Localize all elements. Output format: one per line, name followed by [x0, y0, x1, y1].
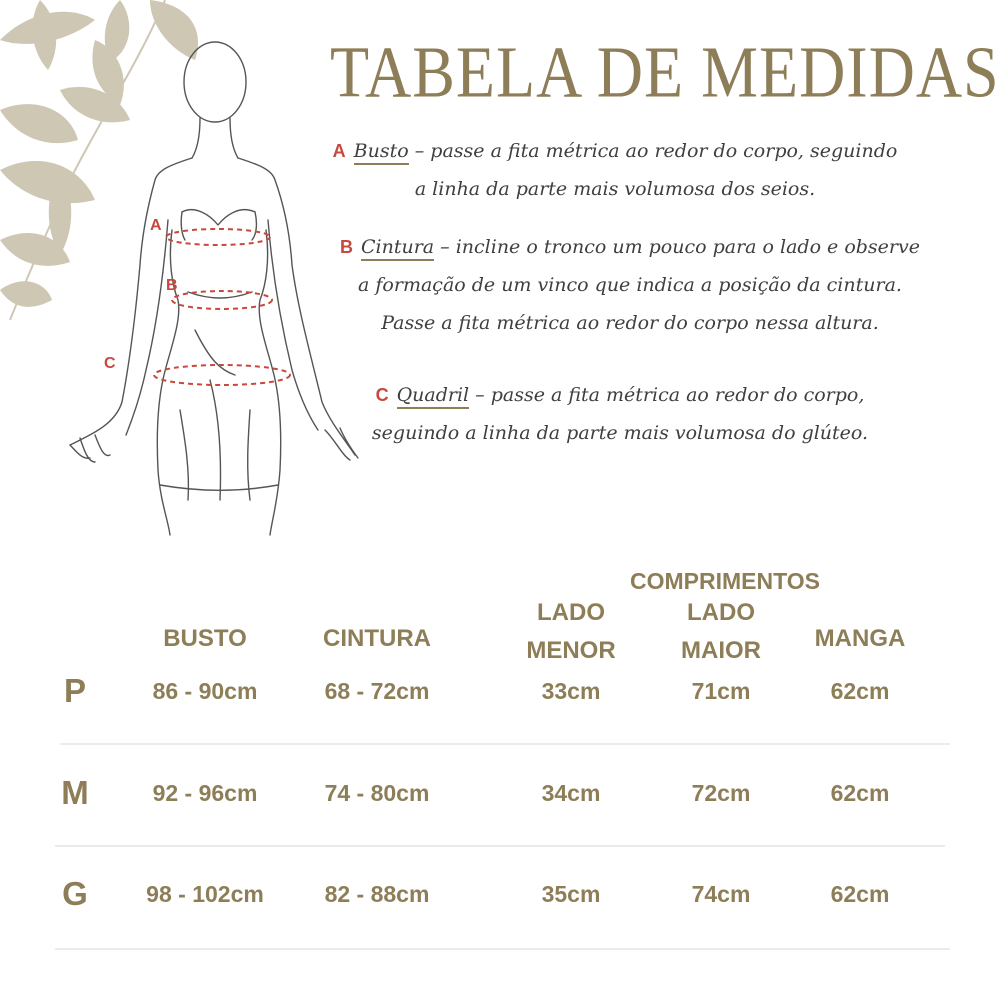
instruction-text: – incline o tronco um pouco para o lado e observe [440, 236, 920, 258]
page-title: TABELA DE MEDIDAS [330, 31, 1000, 113]
header-line: MENOR [526, 637, 616, 664]
instruction-line: a linha da parte mais volumosa dos seios. [414, 178, 816, 200]
instruction-term: Busto [354, 140, 409, 165]
cell-busto: 86 - 90cm [152, 678, 258, 704]
instruction-line [300, 228, 960, 266]
header-line: LADO [687, 599, 755, 626]
instruction-text: – passe a fita métrica ao redor do corpo, seguindo [414, 140, 898, 162]
header-busto: BUSTO [163, 625, 247, 652]
header-lado-maior [650, 594, 792, 670]
header-line: LADO [537, 599, 605, 626]
row-divider [60, 743, 950, 745]
cell-lado-menor: 34cm [541, 780, 601, 806]
figure-label-c: C [104, 355, 116, 372]
header-comprimentos: COMPRIMENTOS [630, 568, 820, 594]
cell-lado-maior: 71cm [691, 678, 751, 704]
cell-cintura: 74 - 80cm [324, 780, 430, 806]
cell-cintura: 68 - 72cm [324, 678, 430, 704]
header-cintura: CINTURA [323, 625, 431, 652]
cell-lado-maior: 74cm [691, 881, 751, 907]
instruction-text: – passe a fita métrica ao redor do corpo, [475, 384, 865, 406]
header-manga: MANGA [814, 625, 906, 652]
size-label: G [62, 875, 88, 912]
instruction-line [300, 376, 940, 414]
instruction-letter: B [339, 237, 353, 257]
instruction-busto [300, 132, 930, 208]
cell-cintura: 82 - 88cm [324, 881, 430, 907]
row-divider [55, 948, 950, 950]
cell-busto: 98 - 102cm [146, 881, 264, 907]
instruction-quadril [300, 376, 940, 452]
cell-lado-maior: 72cm [691, 780, 751, 806]
instruction-term: Cintura [361, 236, 434, 261]
instruction-letter: A [332, 141, 346, 161]
cell-busto: 92 - 96cm [152, 780, 258, 806]
figure-label-b: B [166, 277, 178, 294]
size-label: M [61, 774, 89, 811]
instruction-letter: C [375, 385, 389, 405]
instruction-line: Passe a fita métrica ao redor do corpo nessa altura. [381, 312, 879, 334]
instruction-term: Quadril [397, 384, 470, 409]
cell-manga: 62cm [830, 881, 890, 907]
instruction-line: a formação de um vinco que indica a posição da cintura. [358, 274, 902, 296]
row-divider [55, 845, 945, 847]
size-label: P [63, 672, 86, 709]
cell-lado-menor: 33cm [541, 678, 601, 704]
figure-label-a: A [150, 217, 162, 234]
instruction-line: seguindo a linha da parte mais volumosa do glúteo. [371, 422, 869, 444]
cell-manga: 62cm [830, 780, 890, 806]
cell-lado-menor: 35cm [541, 881, 601, 907]
header-line: MAIOR [681, 637, 761, 664]
instruction-line [300, 132, 930, 170]
cell-manga: 62cm [830, 678, 890, 704]
instruction-cintura [300, 228, 960, 342]
header-lado-menor [500, 594, 642, 670]
